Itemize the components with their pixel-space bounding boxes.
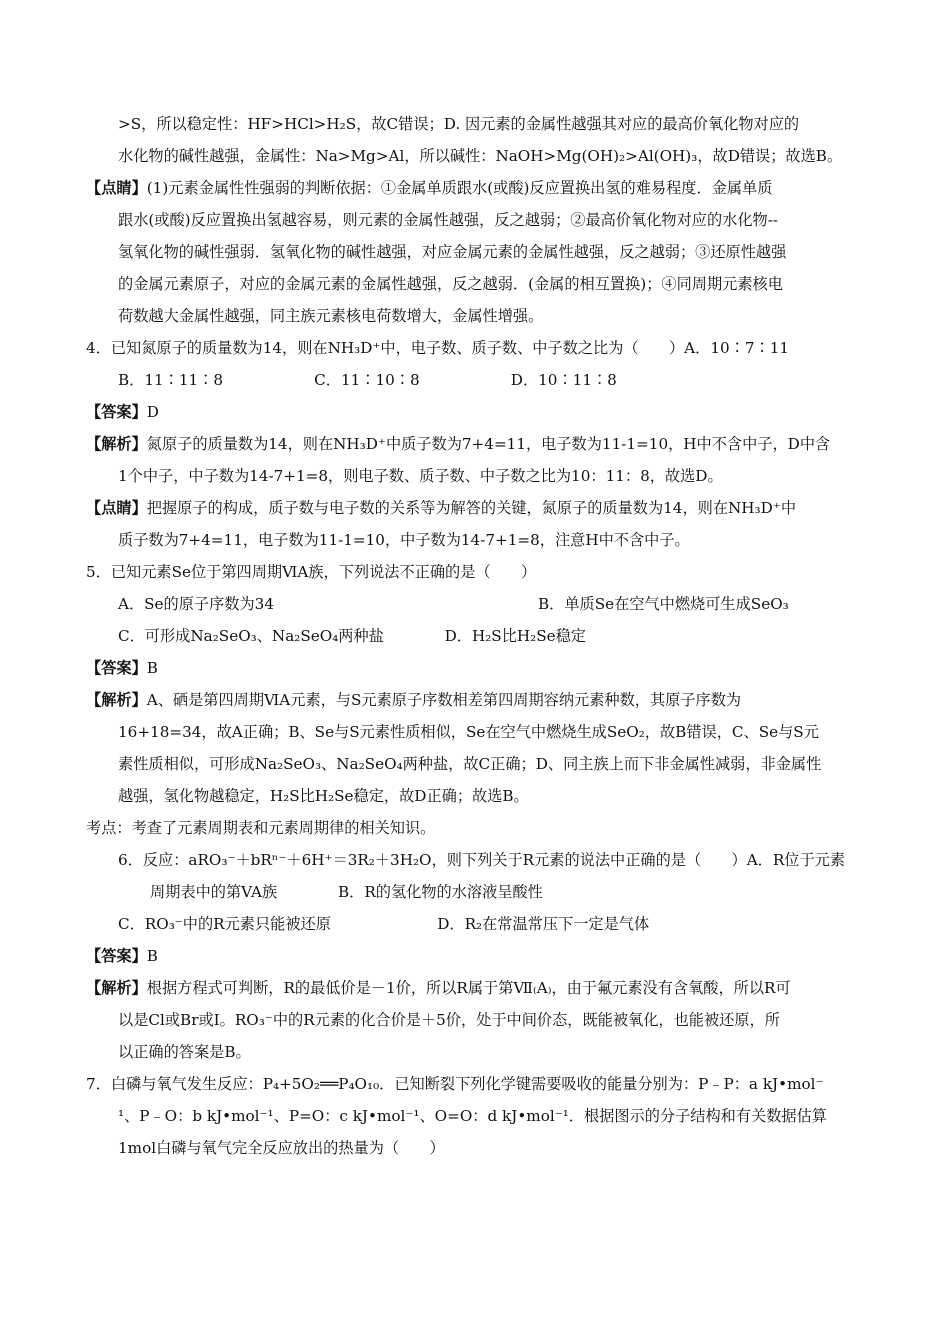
tag-label: 【点睛】 [86, 179, 147, 197]
tag-label: 【解析】 [86, 979, 147, 997]
note-heading-line: 【点睛】(1)元素金属性性强弱的判断依据：①金属单质跟水(或酸)反应置换出氢的难易程度．金属单质 [86, 179, 773, 197]
options-line: C．RO₃⁻中的R元素只能被还原 D．R₂在常温常压下一定是气体 [118, 915, 650, 933]
analysis-line: 【解析】A、硒是第四周期ⅥA元素，与S元素原子序数相差第四周期容纳元素种数，其原子序数为 [86, 691, 742, 709]
option-b: B．单质Se在空气中燃烧可生成SeO₃ [538, 595, 789, 613]
tag-label: 【答案】 [86, 659, 147, 677]
text-line: >S，所以稳定性：HF>HCl>H₂S，故C错误；D. 因元素的金属性越强其对应的最高价氧化物对应的 [118, 115, 800, 133]
text-line: 以是Cl或Br或I。RO₃⁻中的R元素的化合价是＋5价，处于中间价态，既能被氧化，也能被还原，所 [118, 1011, 780, 1029]
text-line: 跟水(或酸)反应置换出氢越容易，则元素的金属性越强，反之越弱；②最高价氧化物对应的水化物-- [118, 211, 778, 229]
text-line: 1个中子，中子数为14-7+1=8，则电子数、质子数、中子数之比为10：11：8，故选D。 [118, 467, 723, 485]
analysis-line: 【解析】氮原子的质量数为14，则在NH₃D⁺中质子数为7+4=11，电子数为11-1=10，H中不含中子，D中含 [86, 435, 831, 453]
answer-line: 【答案】B [86, 947, 158, 965]
tag-label: 【答案】 [86, 403, 147, 421]
question-7: 7．白磷与氧气发生反应：P₄+5O₂══P₄O₁₀．已知断裂下列化学键需要吸收的能量分别为：P﹣P：a kJ•mol⁻ [86, 1075, 824, 1093]
question-5: 5．已知元素Se位于第四周期ⅥA族，下列说法不正确的是（ ） [86, 563, 537, 581]
question-6: 6．反应：aRO₃⁻＋bRⁿ⁻＋6H⁺＝3R₂＋3H₂O，则下列关于R元素的说法中正确的是（ ）A．R位于元素 [118, 851, 846, 869]
note-heading-line: 【点睛】把握原子的构成，质子数与电子数的关系等为解答的关键，氮原子的质量数为14，则在NH₃D⁺中 [86, 499, 797, 517]
analysis-line: 【解析】根据方程式可判断，R的最低价是－1价，所以R属于第Ⅶ₍A₎，由于氟元素没有含氧酸，所以R可 [86, 979, 791, 997]
text-line: 越强，氢化物越稳定，H₂S比H₂Se稳定，故D正确；故选B。 [118, 787, 529, 805]
answer-line: 【答案】D [86, 403, 159, 421]
tag-label: 【解析】 [86, 691, 147, 709]
text-line: 1mol白磷与氧气完全反应放出的热量为（ ） [118, 1139, 445, 1157]
text-line: 的金属元素原子，对应的金属元素的金属性越强，反之越弱．(金属的相互置换)；④同周期元素核电 [118, 275, 783, 293]
tag-label: 【点睛】 [86, 499, 147, 517]
kaodian-line: 考点：考查了元素周期表和元素周期律的相关知识。 [86, 819, 436, 837]
text-line: 16+18=34，故A正确；B、Se与S元素性质相似，Se在空气中燃烧生成SeO₂，故B错误，C、Se与S元 [118, 723, 819, 741]
text-line: 水化物的碱性越强，金属性：Na>Mg>Al，所以碱性：NaOH>Mg(OH)₂>Al(OH)₃，故D错误；故选B。 [118, 147, 843, 165]
text-line: 荷数越大金属性越强，同主族元素核电荷数增大，金属性增强。 [118, 307, 544, 325]
option-a: A．Se的原子序数为34 [118, 595, 274, 613]
text-line: 素性质相似，可形成Na₂SeO₃、Na₂SeO₄两种盐，故C正确；D、同主族上而下非金属性减弱，非金属性 [118, 755, 822, 773]
text-line: 以正确的答案是B。 [118, 1043, 251, 1061]
question-4: 4．已知氮原子的质量数为14，则在NH₃D⁺中，电子数、质子数、中子数之比为（ ）A．10∶7∶11 [86, 339, 790, 357]
text-line: 质子数为7+4=11，电子数为11-1=10，中子数为14-7+1=8，注意H中不含中子。 [118, 531, 690, 549]
options-line: B．11∶11∶8 C．11∶10∶8 D．10∶11∶8 [118, 371, 617, 389]
options-line: 周期表中的第VA族 B．R的氢化物的水溶液呈酸性 [150, 883, 543, 901]
tag-label: 【解析】 [86, 435, 147, 453]
answer-line: 【答案】B [86, 659, 158, 677]
text-line: ¹、P﹣O：b kJ•mol⁻¹、P=O：c kJ•mol⁻¹、O=O：d kJ•mol⁻¹．根据图示的分子结构和有关数据估算 [118, 1107, 827, 1125]
options-line: C．可形成Na₂SeO₃、Na₂SeO₄两种盐 D．H₂S比H₂Se稳定 [118, 627, 586, 645]
tag-label: 【答案】 [86, 947, 147, 965]
text-line: 氢氧化物的碱性强弱．氢氧化物的碱性越强，对应金属元素的金属性越强，反之越弱；③还原性越强 [118, 243, 787, 261]
